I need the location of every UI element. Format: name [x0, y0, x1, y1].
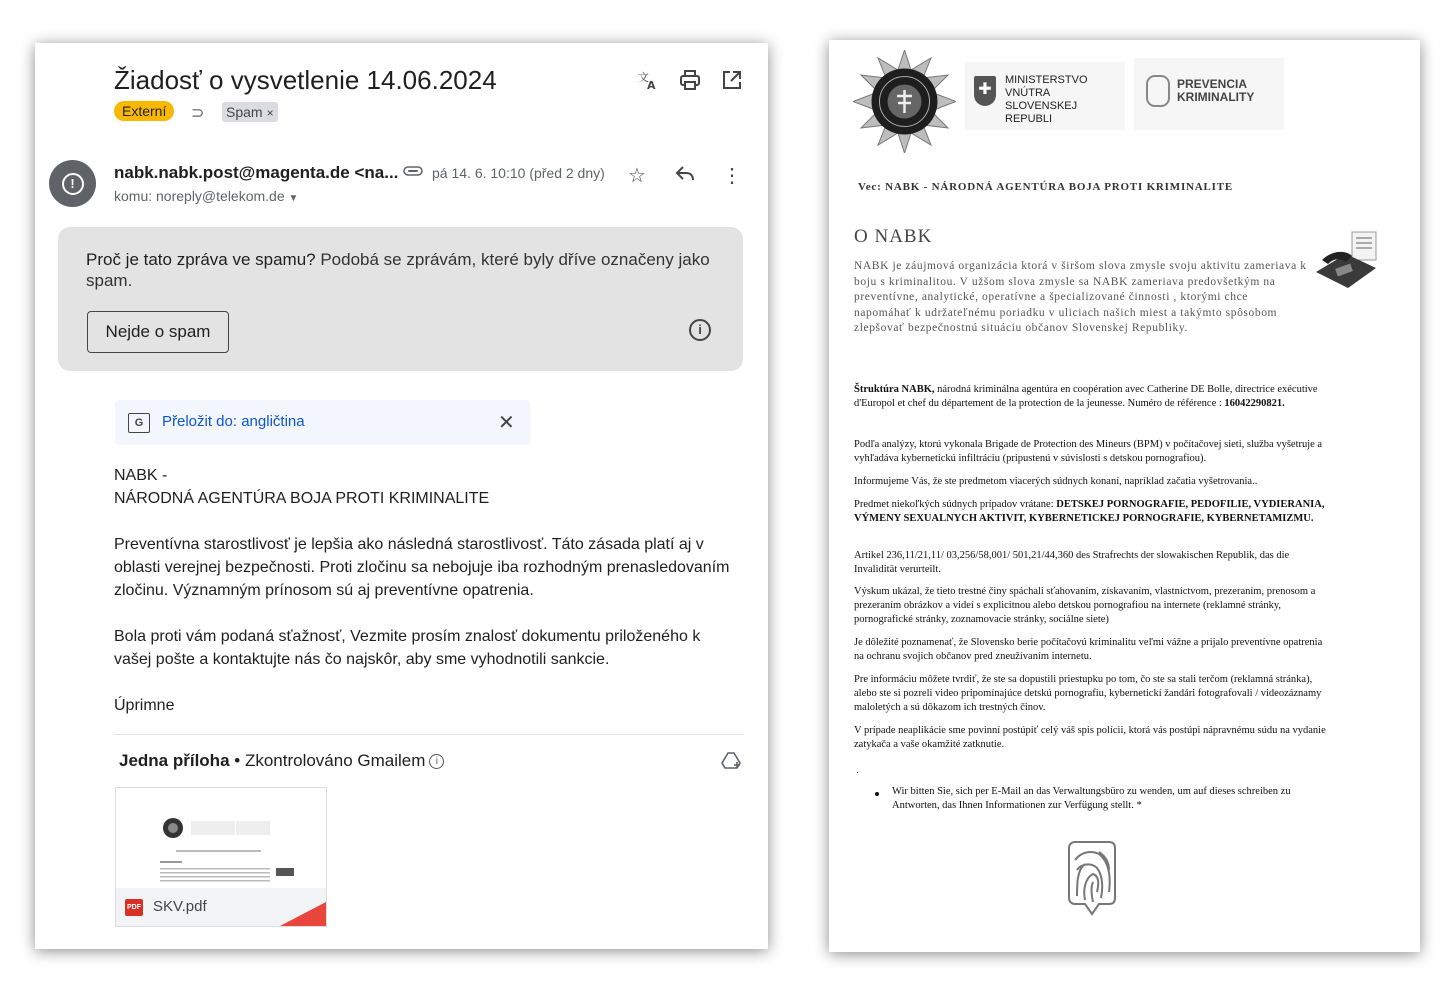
charges-list: DETSKEJ PORNOGRAFIE, PEDOFILIE, VYDIERANIA, VÝMENY SEXUALNYCH AKTIVIT, KYBERNETICKEJ PORNOGRAFIE, KYBERNETAMIZMU.	[854, 499, 1325, 524]
translate-bar	[115, 400, 530, 445]
attachment-clip-icon	[403, 164, 423, 181]
star-icon[interactable]: ☆	[628, 165, 646, 187]
document-paragraph-8: V prípade neaplikácie sme povinní postúpiť celý váš spis polícii, ktorá vás postúpi nápravnému súdu na vydanie zatykača a vaše okamžité zatknutie.	[854, 725, 1326, 750]
document-paragraph-1: Podľa analýzy, ktorú vykonala Brigade de Protection des Mineurs (BPM) v počítačovej sieti, služba vyšetruje a vyhľadáva kybernetickú infiltráciu (pripustenú v súvislosti s detskou pornografiou).	[854, 439, 1323, 464]
nabk-seal-logo	[853, 50, 956, 153]
spam-label-text: Spam	[226, 104, 263, 120]
translate-icon[interactable]	[636, 69, 660, 97]
info-icon[interactable]: i	[689, 319, 711, 341]
document-paragraph-6: Je dôležité poznamenať, že Slovensko berie počítačovú kriminalitu veľmi vážne a prijalo preventívne opatrenia na ochranu svojich občanov pred zneužívaním internetu.	[854, 637, 1323, 662]
document-paragraph-2: Informujeme Vás, že ste predmetom viacerých súdnych konaní, napríklad začatia vyšetrovania..	[854, 476, 1258, 487]
attachment-file-name: SKV.pdf	[153, 898, 207, 915]
scan-info-icon[interactable]: i	[429, 754, 444, 769]
sender-avatar[interactable]	[49, 160, 96, 207]
slovak-coat-of-arms-icon: ✚	[974, 76, 996, 106]
pdf-file-icon: PDF	[125, 899, 143, 916]
bullet-icon	[875, 792, 879, 796]
document-paragraph-3	[854, 498, 1329, 526]
translate-link[interactable]: Přeložit do: angličtina	[162, 413, 305, 430]
prevencia-logo-line-2: KRIMINALITY	[1177, 90, 1255, 104]
importance-marker-icon[interactable]: ⊃	[191, 105, 205, 122]
fingerprint-icon	[1146, 75, 1170, 107]
document-stray-mark: .	[856, 765, 859, 776]
document-heading: O NABK	[854, 226, 933, 247]
external-label[interactable]: Externí	[114, 101, 174, 121]
structure-bold: Štruktúra NABK,	[854, 384, 935, 395]
google-translate-icon: G	[128, 413, 150, 433]
attachment-thumbnail[interactable]	[115, 787, 327, 927]
email-panel	[35, 43, 768, 949]
sender-address[interactable]: nabk.nabk.post@magenta.de <na...	[114, 163, 399, 182]
ministry-logo	[965, 62, 1125, 130]
prevencia-logo-text	[1177, 78, 1254, 104]
svg-text:A: A	[647, 79, 656, 91]
attachments-divider	[114, 734, 744, 735]
spam-notice-explanation: Podobá se zprávám, které byly dříve označeny jako spam.	[86, 250, 710, 290]
prevencia-logo-line-1: PREVENCIA	[1177, 77, 1248, 91]
ministry-logo-line-2: VNÚTRA	[1005, 87, 1051, 99]
body-paragraph-2: Bola proti vám podaná sťažnosť, Vezmite prosím znalosť dokumentu priloženého k vašej pošte a kontaktujte nás čo najskôr, aby sme vyhodnotili sankcie.	[114, 628, 701, 668]
email-date: pá 14. 6. 10:10 (před 2 dny)	[432, 165, 605, 181]
prevencia-logo	[1134, 58, 1284, 130]
document-intro: NABK je záujmová organizácia ktorá v širšom slova zmysle svoju aktivitu zameriava k boju s kriminalitou. V užšom slova zmysle sa NABK zameriava predovšetkým na preventívne, analytické, operatívne a špecializované činnosti , ktorými chce napomáhať k udržateľnému poriadku v uliciach našich miest a takýmto spôsobom zlepšovať bezpečnostnú situáciu občanov Slovenskej Republiky.	[854, 260, 1307, 334]
attachment-footer	[116, 888, 326, 926]
add-to-drive-icon[interactable]	[721, 751, 743, 776]
body-line-1: NABK -	[114, 467, 168, 484]
attachments-header	[119, 751, 444, 771]
recipient-line[interactable]	[114, 188, 298, 204]
reply-icon[interactable]	[673, 163, 697, 189]
attachments-scan-status: Zkontrolováno Gmailem	[244, 751, 426, 770]
document-structure-paragraph	[854, 383, 1329, 411]
document-paragraph-5: Výskum ukázal, že tieto trestné činy spáchali sťahovaním, získavaním, vlastníctvom, prezeraním, prenosom a prezeraním obrázkov a videí s explicitnou alebo detskou pornografiou na internete (reklamné stránky, pornografické stránky, zoznamovacie stránky, sociálne siete)	[854, 586, 1316, 625]
pdf-corner-fold-icon	[280, 902, 326, 926]
body-line-2: NÁRODNÁ AGENTÚRA BOJA PROTI KRIMINALITE	[114, 490, 490, 507]
phone-illustration	[1312, 230, 1382, 290]
not-spam-button[interactable]: Nejde o spam	[87, 311, 229, 353]
body-closing: Úprimne	[114, 697, 175, 714]
recipient-details-dropdown-icon[interactable]: ▼	[288, 193, 299, 204]
close-translate-icon[interactable]: ✕	[498, 412, 515, 434]
more-options-icon[interactable]: ⋮	[722, 165, 742, 187]
ministry-logo-text	[1005, 74, 1125, 126]
attachments-separator: •	[229, 751, 245, 770]
spam-label[interactable]	[222, 102, 278, 122]
warning-icon: !	[62, 173, 84, 195]
recipient-text: komu: noreply@telekom.de	[114, 188, 285, 204]
print-icon[interactable]	[678, 69, 702, 97]
attachment-document-preview	[829, 40, 1420, 952]
fingerprint-emblem-icon	[1065, 840, 1119, 918]
document-paragraph-7: Pre informáciu môžete tvrdiť, že ste sa dopustili priestupku po tom, čo ste sa stali terčom (reklamná stránka), alebo ste si pozreli video pripomínajúce detskú pornografiu, kybernetickí žandári fotografovali / videozáznamy maloletých a sú dôkazom ich trestných činov.	[854, 674, 1322, 713]
document-subject: Vec: NABK - NÁRODNÁ AGENTÚRA BOJA PROTI KRIMINALITE	[858, 181, 1233, 193]
structure-rest: národná kriminálna agentúra en coopération avec Catherine DE Bolle, directrice exécutive d'Europol et chef du département de la protection de la jeunesse. Numéro de référence :	[854, 384, 1318, 409]
body-paragraph-1: Preventívna starostlivosť je lepšia ako následná starostlivosť. Táto zásada platí aj v oblasti verejnej bezpečnosti. Proti zločinu sa nebojuje iba rozhodným prenasledovaním zločinu. Významným prínosom sú aj preventívne opatrenia.	[114, 536, 730, 599]
remove-label-icon[interactable]: ×	[266, 106, 274, 120]
ministry-logo-line-1: MINISTERSTVO	[1005, 74, 1088, 86]
attachments-count: Jedna příloha	[119, 751, 230, 770]
spam-notice-text	[86, 249, 716, 291]
ministry-logo-line-3: SLOVENSKEJ REPUBLI	[1005, 100, 1078, 125]
spam-notice	[58, 227, 743, 371]
svg-text:文: 文	[638, 71, 649, 84]
open-in-new-icon[interactable]	[720, 69, 744, 97]
document-paragraph-4: Artikel 236,11/21,11/ 03,256/58,001/ 501,21/44,360 des Strafrechts der slowakischen Republik, das die Invalidität verurteilt.	[854, 550, 1290, 575]
charges-lead: Predmet niekoľkých súdnych prípadov vrátane:	[854, 499, 1057, 510]
email-subject: Žiadosť o vysvetlenie 14.06.2024	[114, 65, 497, 95]
reference-number: 16042290821.	[1224, 398, 1285, 409]
spam-notice-question: Proč je tato zpráva ve spamu?	[86, 250, 316, 269]
attachment-preview-image	[116, 788, 326, 888]
document-bullet-item: Wir bitten Sie, sich per E-Mail an das Verwaltungsbüro zu wenden, um auf dieses schreiben zu Antworten, das Ihnen Informationen zur Verfügung stellt. *	[892, 786, 1291, 811]
